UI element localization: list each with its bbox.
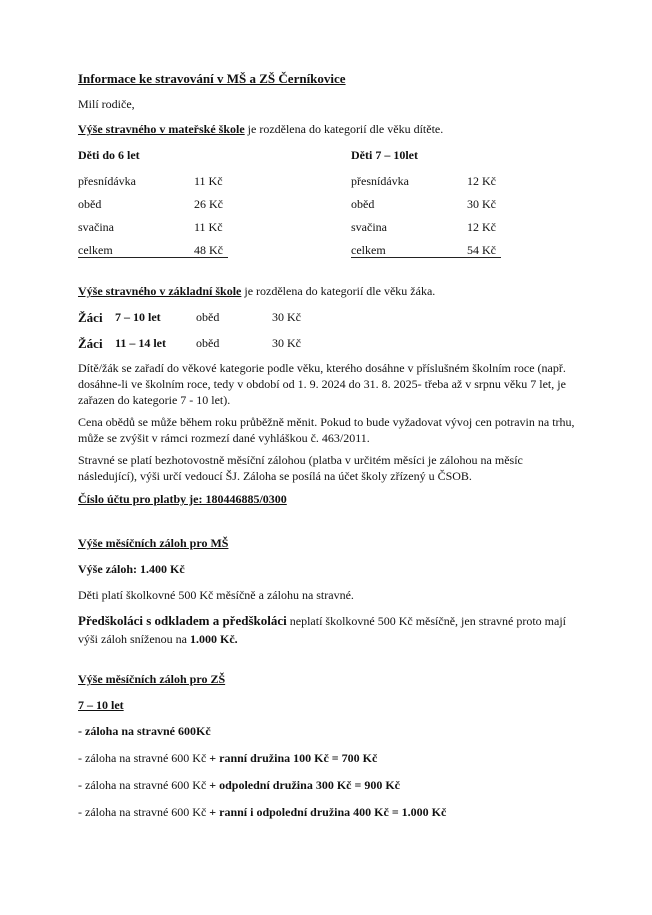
preschool-bold: Předškoláci s odkladem a předškoláci bbox=[78, 613, 287, 628]
ms-advance-amount: Výše záloh: 1.400 Kč bbox=[78, 562, 185, 576]
ms-col1-label: svačina bbox=[78, 220, 114, 234]
zs-heading-rest: je rozdělena do kategorií dle věku žáka. bbox=[241, 284, 436, 298]
zs-row-group: Žáci bbox=[78, 336, 103, 351]
ms-col1-label: přesnídávka bbox=[78, 174, 136, 188]
ms-col1-total-label: celkem bbox=[78, 243, 113, 257]
zs-heading-label: Výše stravného v základní škole bbox=[78, 284, 242, 298]
zs-advance-heading: Výše měsíčních záloh pro ZŠ bbox=[78, 672, 226, 686]
ms-col1-heading: Děti do 6 let bbox=[78, 148, 140, 162]
zs-advance-item bbox=[78, 805, 446, 820]
zs-advance-item-prefix: - záloha na stravné 600 Kč bbox=[78, 805, 210, 819]
preschool-amount: 1.000 Kč. bbox=[189, 632, 238, 646]
ms-col2-value: 12 Kč bbox=[467, 174, 496, 188]
ms-col2-heading: Děti 7 – 10let bbox=[351, 148, 418, 162]
zs-row-price: 30 Kč bbox=[272, 336, 301, 350]
zs-advance-item bbox=[78, 751, 377, 766]
preschool-paragraph bbox=[78, 612, 578, 648]
ms-col1-value: 26 Kč bbox=[194, 197, 223, 211]
ms-col1-total-value: 48 Kč bbox=[194, 243, 223, 257]
ms-col2-value: 12 Kč bbox=[467, 220, 496, 234]
zs-advance-item-prefix: - záloha na stravné 600 Kč bbox=[78, 778, 210, 792]
ms-col2-total-label: celkem bbox=[351, 243, 386, 257]
ms-col1-total-underline bbox=[78, 257, 228, 258]
ms-advance-note: Děti platí školkovné 500 Kč měsíčně a zálohu na stravné. bbox=[78, 588, 354, 602]
ms-section-heading bbox=[78, 122, 443, 137]
price-change-paragraph: Cena obědů se může během roku průběžně měnit. Pokud to bude vyžadovat vývoj cen potravin na trhu, může se zvýšit v rámci rozmezí dané vyhláškou č. 463/2011. bbox=[78, 415, 575, 445]
payment-paragraph: Stravné se platí bezhotovostně měsíční zálohou (platba v určitém měsíci je zálohou na měsíc následující), výši určí vedoucí ŠJ. Záloha se posílá na účet školy zřízený u ČSOB. bbox=[78, 453, 523, 483]
greeting: Milí rodiče, bbox=[78, 97, 135, 111]
zs-row-group: Žáci bbox=[78, 310, 103, 325]
zs-advance-base: - záloha na stravné 600Kč bbox=[78, 724, 211, 738]
ms-col1-value: 11 Kč bbox=[194, 174, 223, 188]
zs-advance-item-prefix: - záloha na stravné 600 Kč bbox=[78, 751, 210, 765]
zs-row-age: 11 – 14 let bbox=[115, 336, 166, 350]
zs-row-age: 7 – 10 let bbox=[115, 310, 161, 324]
zs-section-heading bbox=[78, 284, 435, 299]
ms-col1-value: 11 Kč bbox=[194, 220, 223, 234]
zs-row-price: 30 Kč bbox=[272, 310, 301, 324]
age-category-paragraph: Dítě/žák se zařadí do věkové kategorie podle věku, kterého dosáhne v příslušném školním roce (např. dosáhne-li ve školním roce, tedy v období od 1. 9. 2024 do 31. 8. 2025- třeba až v srpnu věku 7 let, je zařazen do kategorie 7 - 10 let). bbox=[78, 361, 566, 407]
ms-advance-heading: Výše měsíčních záloh pro MŠ bbox=[78, 536, 229, 550]
zs-row-meal: oběd bbox=[196, 336, 220, 350]
ms-heading-label: Výše stravného v mateřské škole bbox=[78, 122, 245, 136]
ms-col2-label: oběd bbox=[351, 197, 375, 211]
zs-row-meal: oběd bbox=[196, 310, 220, 324]
account-number: Číslo účtu pro platby je: 180446885/0300 bbox=[78, 492, 287, 506]
ms-col2-total-value: 54 Kč bbox=[467, 243, 496, 257]
ms-heading-rest: je rozdělena do kategorií dle věku dítěte. bbox=[244, 122, 444, 136]
zs-advance-item bbox=[78, 778, 400, 793]
zs-advance-age-group: 7 – 10 let bbox=[78, 698, 124, 712]
ms-col2-label: svačina bbox=[351, 220, 387, 234]
zs-advance-item-total: + ranní i odpolední družina 400 Kč = 1.000 Kč bbox=[209, 805, 447, 819]
zs-advance-item-total: + odpolední družina 300 Kč = 900 Kč bbox=[209, 778, 400, 792]
ms-col1-label: oběd bbox=[78, 197, 102, 211]
zs-advance-item-total: + ranní družina 100 Kč = 700 Kč bbox=[209, 751, 378, 765]
ms-col2-value: 30 Kč bbox=[467, 197, 496, 211]
ms-col2-total-underline bbox=[351, 257, 501, 258]
ms-col2-label: přesnídávka bbox=[351, 174, 409, 188]
page-title: Informace ke stravování v MŠ a ZŠ Černíkovice bbox=[78, 71, 346, 86]
preschool-text: neplatí školkovné 500 Kč měsíčně, jen stravné proto mají výši záloh sníženou na bbox=[78, 614, 567, 646]
